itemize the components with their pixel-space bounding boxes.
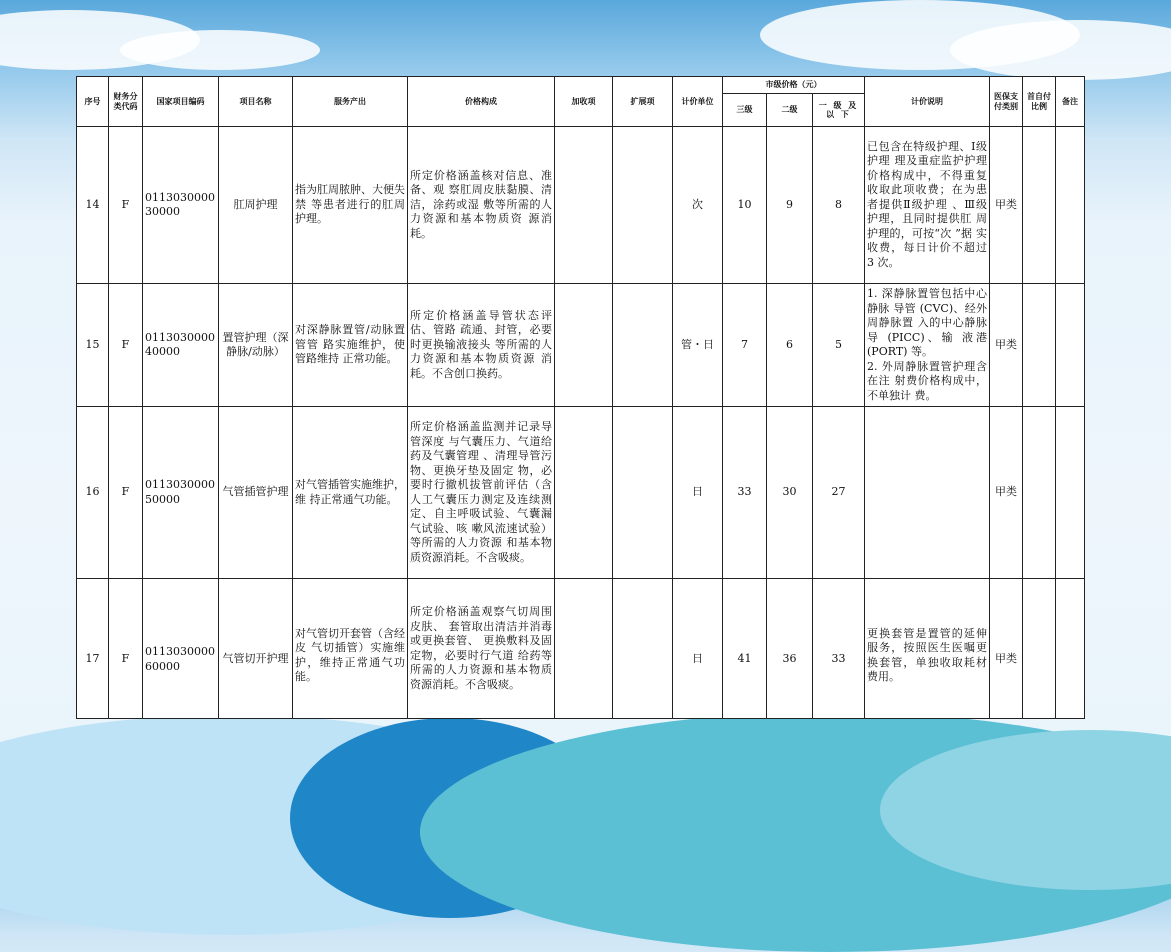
cell-national-code: 011303000050000 [143,407,219,579]
header-finance-code: 财务分类代码 [109,77,143,127]
cell-national-code: 011303000060000 [143,579,219,719]
cell-level1: 8 [813,127,865,284]
cell-service-output: 对深静脉置管/动脉置管管 路实施维护，使管路维持 正常功能。 [293,284,408,407]
cell-national-code: 011303000040000 [143,284,219,407]
cell-finance-code: F [109,407,143,579]
table-row [77,407,1085,579]
header-market-price: 市级价格（元） [723,77,865,94]
cell-seq: 14 [77,127,109,284]
cell-note-desc: 已包含在特级护理、Ⅰ级护理 理及重症监护护理价格构成中，不得重复收取此项收费；在为患者提供Ⅱ级护理 、Ⅲ级护理，且同时提供肛 周护理的，可按“次 ”据 实收费，每日计价不超过 3 次。 [865,127,990,284]
cell-self-pay [1023,407,1056,579]
cell-level1: 5 [813,284,865,407]
cell-service-output: 对气管插管实施维护，维 持正常通气功能。 [293,407,408,579]
header-level2: 二级 [767,94,813,127]
table-row [77,284,1085,407]
table-row [77,127,1085,284]
header-level1: 一 级 及 以 下 [813,94,865,127]
cell-level1: 33 [813,579,865,719]
header-national-code: 国家项目编码 [143,77,219,127]
cell-self-pay [1023,579,1056,719]
header-note-desc: 计价说明 [865,77,990,127]
cell-insurance: 甲类 [990,579,1023,719]
cell-level2: 30 [767,407,813,579]
cell-note-desc [865,407,990,579]
cell-unit: 日 [673,579,723,719]
price-table [76,76,1085,719]
cell-price-composition: 所定价格涵盖监测并记录导管深度 与气囊压力、气道给药及气囊管理 、清理导管污物、更换牙垫及固定 物，必要时行撤机拔管前评估（含 人工气囊压力测定及连续测定、自主呼吸试验、气囊漏气试验、咳 嗽风流速试验）等所需的人力资源 和基本物质资源消耗。不含吸痰。 [408,407,555,579]
cell-unit: 日 [673,407,723,579]
cell-extra-fee [555,127,613,284]
cell-unit: 次 [673,127,723,284]
cell-seq: 15 [77,284,109,407]
cell-level2: 9 [767,127,813,284]
table-row [77,579,1085,719]
cell-finance-code: F [109,579,143,719]
header-price-composition: 价格构成 [408,77,555,127]
cell-finance-code: F [109,127,143,284]
cell-level1: 27 [813,407,865,579]
cell-national-code: 011303000030000 [143,127,219,284]
cell-extension [613,407,673,579]
header-remark: 备注 [1056,77,1085,127]
header-service-output: 服务产出 [293,77,408,127]
header-unit: 计价单位 [673,77,723,127]
cell-level2: 36 [767,579,813,719]
cell-price-composition: 所定价格涵盖观察气切周围皮肤、 套管取出清洁并消毒或更换套管、 更换敷料及固定物，必要时行气道 给药等所需的人力资源和基本物质 资源消耗。不含吸痰。 [408,579,555,719]
background-cloud [950,20,1171,80]
cell-remark [1056,127,1085,284]
header-item-name: 项目名称 [219,77,293,127]
cell-seq: 17 [77,579,109,719]
cell-remark [1056,284,1085,407]
cell-insurance: 甲类 [990,407,1023,579]
cell-level3: 41 [723,579,767,719]
cell-remark [1056,407,1085,579]
cell-item-name: 肛周护理 [219,127,293,284]
cell-note-desc: 更换套管是置管的延伸服务，按照医生医嘱更换套管，单独收取耗材费用。 [865,579,990,719]
cell-level2: 6 [767,284,813,407]
header-extra-fee: 加收项 [555,77,613,127]
cell-service-output: 对气管切开套管（含经皮 气切插管）实施维护，维持正常通气功能。 [293,579,408,719]
cell-extra-fee [555,407,613,579]
cell-finance-code: F [109,284,143,407]
background-cloud [120,30,320,70]
cell-level3: 10 [723,127,767,284]
cell-seq: 16 [77,407,109,579]
header-insurance: 医保支付类别 [990,77,1023,127]
header-level3: 三级 [723,94,767,127]
header-row [77,77,1085,94]
cell-note-desc: 1. 深静脉置管包括中心静脉 导管 (CVC)、经外周静脉置 入的中心静脉导 (PICC)、输 液港 (PORT) 等。 2. 外周静脉置管护理含在注 射费价格构成中，不单独计 费。 [865,284,990,407]
cell-extra-fee [555,284,613,407]
cell-price-composition: 所定价格涵盖导管状态评估、管路 疏通、封管，必要时更换输液接头 等所需的人力资源和基本物质资源 消耗。不含创口换药。 [408,284,555,407]
cell-level3: 7 [723,284,767,407]
cell-unit: 管・日 [673,284,723,407]
cell-extra-fee [555,579,613,719]
cell-insurance: 甲类 [990,127,1023,284]
cell-item-name: 气管切开护理 [219,579,293,719]
cell-item-name: 置管护理（深静脉/动脉） [219,284,293,407]
cell-insurance: 甲类 [990,284,1023,407]
cell-extension [613,127,673,284]
cell-item-name: 气管插管护理 [219,407,293,579]
header-seq: 序号 [77,77,109,127]
cell-price-composition: 所定价格涵盖核对信息、准备、观 察肛周皮肤黏膜、清洁，涂药或湿 敷等所需的人力资源和基本物质资 源消耗。 [408,127,555,284]
cell-extension [613,579,673,719]
cell-self-pay [1023,284,1056,407]
header-self-pay: 首自付比例 [1023,77,1056,127]
cell-extension [613,284,673,407]
cell-remark [1056,579,1085,719]
cell-self-pay [1023,127,1056,284]
header-extension: 扩展项 [613,77,673,127]
cell-level3: 33 [723,407,767,579]
cell-service-output: 指为肛周脓肿、大便失禁 等患者进行的肛周护理。 [293,127,408,284]
